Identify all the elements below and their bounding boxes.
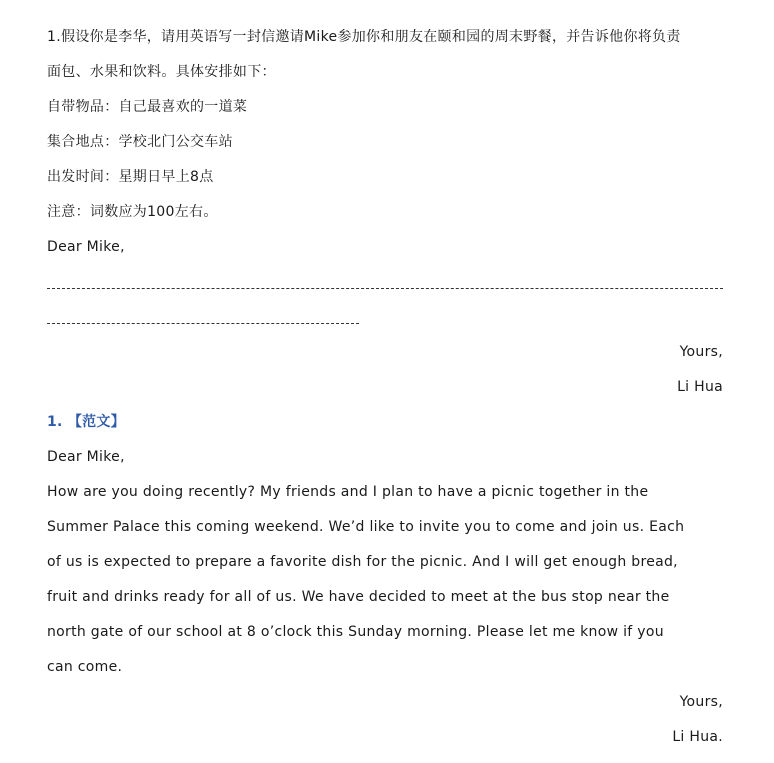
model-answer-line: of us is expected to prepare a favorite dish for the picnic. And I will get enough bread, bbox=[47, 554, 678, 570]
requirement-bring-item: 自带物品：自己最喜欢的一道菜 bbox=[47, 99, 248, 115]
model-answer-greeting: Dear Mike, bbox=[47, 449, 125, 465]
answer-blank-line-2 bbox=[47, 300, 723, 335]
question-prompt-line-1: 1.假设你是李华，请用英语写一封信邀请Mike参加你和朋友在颐和园的周末野餐，并告诉他你将负责 bbox=[47, 29, 681, 45]
requirement-departure-time: 出发时间：星期日早上8点 bbox=[47, 169, 214, 185]
letter-greeting: Dear Mike, bbox=[47, 239, 125, 255]
model-answer-line: can come. bbox=[47, 659, 123, 675]
model-answer-line: How are you doing recently? My friends and I plan to have a picnic together in the bbox=[47, 484, 649, 500]
model-answer-heading: 1. 【范文】 bbox=[47, 414, 126, 430]
letter-closing: Yours, bbox=[679, 344, 723, 360]
document-page bbox=[47, 0, 723, 755]
question-prompt-line-2: 面包、水果和饮料。具体安排如下： bbox=[47, 64, 276, 80]
letter-signature: Li Hua bbox=[677, 379, 723, 395]
answer-blank-line-1 bbox=[47, 265, 723, 300]
requirement-word-count-note: 注意：词数应为100左右。 bbox=[47, 204, 218, 220]
model-answer-line: north gate of our school at 8 o’clock this Sunday morning. Please let me know if you bbox=[47, 624, 664, 640]
model-answer-line: Summer Palace this coming weekend. We’d like to invite you to come and join us. Each bbox=[47, 519, 685, 535]
model-answer-closing: Yours, bbox=[679, 694, 723, 710]
requirement-meeting-place: 集合地点：学校北门公交车站 bbox=[47, 134, 233, 150]
model-answer-signature: Li Hua. bbox=[672, 729, 723, 745]
model-answer-line: fruit and drinks ready for all of us. We have decided to meet at the bus stop near the bbox=[47, 589, 670, 605]
